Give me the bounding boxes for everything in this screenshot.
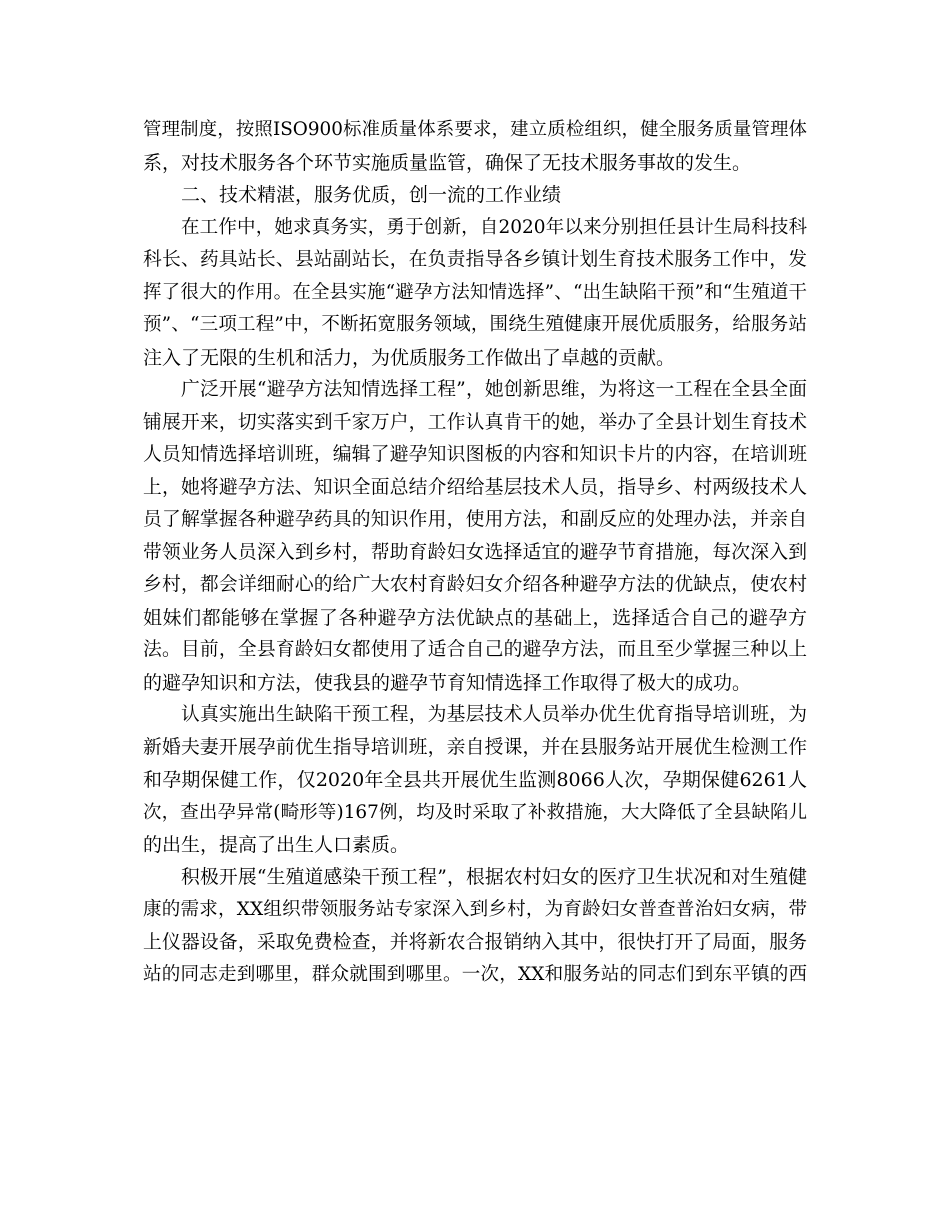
- text-line: 二、技术精湛，服务优质，创一流的工作业绩: [181, 184, 562, 206]
- paragraph: [143, 699, 807, 862]
- text-line: 的出生，提高了出生人口素质。: [143, 834, 410, 856]
- paragraph: [143, 862, 807, 992]
- text-line: 康的需求，XX组织带领服务站专家深入到乡村，为育龄妇女普查普治妇女病，带: [143, 899, 807, 920]
- text-line: 站的同志走到哪里，群众就围到哪里。一次，XX和服务站的同志们到东平镇的西: [143, 964, 807, 985]
- text-line: 人员知情选择培训班，编辑了避孕知识图板的内容和知识卡片的内容，在培训班: [143, 444, 807, 465]
- text-line: 上，她将避孕方法、知识全面总结介绍给基层技术人员，指导乡、村两级技术人: [143, 476, 807, 498]
- text-line: 管理制度，按照ISO900标准质量体系要求，建立质检组织，健全服务质量管理体: [143, 119, 807, 140]
- text-line: 员了解掌握各种避孕药具的知识作用，使用方法，和副反应的处理办法，并亲自: [143, 509, 807, 530]
- text-line: 认真实施出生缺陷干预工程，为基层技术人员举办优生优育指导培训班，为: [181, 704, 807, 725]
- text-line: 上仪器设备，采取免费检查，并将新农合报销纳入其中，很快打开了局面，服务: [143, 931, 807, 953]
- paragraph: [143, 374, 807, 699]
- section-heading: [143, 179, 807, 212]
- text-line: 新婚夫妻开展孕前优生指导培训班，亲自授课，并在县服务站开展优生检测工作: [143, 736, 807, 758]
- text-line: 法。目前，全县育龄妇女都使用了适合自己的避孕方法，而且至少掌握三种以上: [143, 639, 807, 660]
- text-line: 科长、药具站长、县站副站长，在负责指导各乡镇计划生育技术服务工作中，发: [143, 249, 807, 270]
- text-line: 乡村，都会详细耐心的给广大农村育龄妇女介绍各种避孕方法的优缺点，使农村: [143, 574, 807, 595]
- text-line: 预”、“三项工程”中，不断拓宽服务领域，围绕生殖健康开展优质服务，给服务站: [143, 314, 807, 335]
- text-line: 积极开展“生殖道感染干预工程”，根据农村妇女的医疗卫生状况和对生殖健: [181, 866, 807, 888]
- text-line: 系，对技术服务各个环节实施质量监管，确保了无技术服务事故的发生。: [143, 151, 752, 174]
- paragraph: [143, 114, 807, 179]
- text-line: 铺展开来，切实落实到千家万户，工作认真肯干的她，举办了全县计划生育技术: [143, 411, 807, 433]
- document-body: [143, 114, 807, 992]
- text-line: 次，查出孕异常(畸形等)167例，均及时采取了补救措施，大大降低了全县缺陷儿: [143, 801, 807, 823]
- text-line: 挥了很大的作用。在全县实施“避孕方法知情选择”、“出生缺陷干预”和“生殖道干: [143, 281, 807, 303]
- text-line: 的避孕知识和方法，使我县的避孕节育知情选择工作取得了极大的成功。: [143, 671, 752, 694]
- text-line: 和孕期保健工作，仅2020年全县共开展优生监测8066人次，孕期保健6261人: [143, 769, 807, 791]
- text-line: 注入了无限的生机和活力，为优质服务工作做出了卓越的贡献。: [143, 346, 676, 369]
- text-line: 在工作中，她求真务实，勇于创新，自2020年以来分别担任县计生局科技科: [181, 216, 807, 238]
- text-line: 广泛开展“避孕方法知情选择工程”，她创新思维，为将这一工程在全县全面: [181, 379, 807, 400]
- text-line: 带领业务人员深入到乡村，帮助育龄妇女选择适宜的避孕节育措施，每次深入到: [143, 541, 807, 563]
- paragraph: [143, 212, 807, 375]
- text-line: 姐妹们都能够在掌握了各种避孕方法优缺点的基础上，选择适合自己的避孕方: [143, 606, 807, 629]
